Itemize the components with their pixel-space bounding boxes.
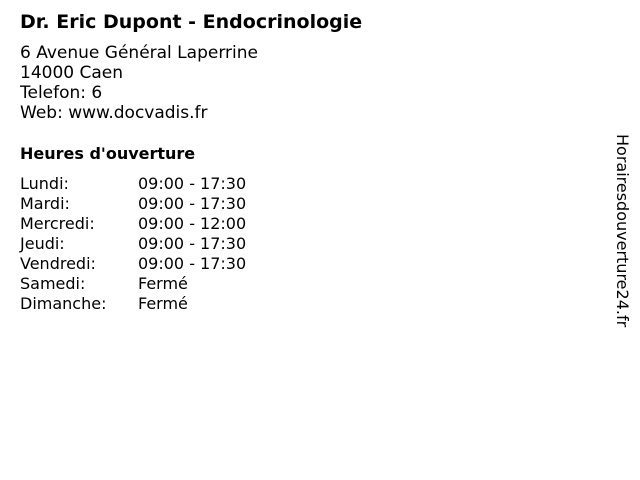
hours-time: 09:00 - 17:30 <box>138 174 247 193</box>
hours-day: Dimanche: <box>20 294 107 313</box>
opening-hours-table <box>20 174 246 314</box>
hours-day: Mercredi: <box>20 214 95 233</box>
website-text: Web: www.docvadis.fr <box>20 103 208 123</box>
hours-row-tuesday <box>20 194 246 214</box>
hours-time: 09:00 - 17:30 <box>138 194 247 213</box>
hours-row-monday <box>20 174 246 194</box>
hours-time: Fermé <box>138 294 188 313</box>
phone-text: Telefon: 6 <box>20 83 103 103</box>
hours-time: 09:00 - 17:30 <box>138 234 247 253</box>
hours-row-thursday <box>20 234 246 254</box>
business-title: Dr. Eric Dupont - Endocrinologie <box>20 11 363 33</box>
hours-day: Lundi: <box>20 174 69 193</box>
hours-row-saturday <box>20 274 246 294</box>
hours-time: 09:00 - 17:30 <box>138 254 247 273</box>
hours-time: Fermé <box>138 274 188 293</box>
business-contact-block <box>20 43 258 123</box>
opening-hours-heading: Heures d'ouverture <box>20 144 196 163</box>
site-watermark: Horairesdouverture24.fr <box>613 134 632 328</box>
hours-row-friday <box>20 254 246 274</box>
address-street: 6 Avenue Général Laperrine <box>20 43 258 63</box>
hours-time: 09:00 - 12:00 <box>138 214 247 233</box>
address-city: 14000 Caen <box>20 63 124 83</box>
hours-day: Samedi: <box>20 274 86 293</box>
hours-day: Mardi: <box>20 194 70 213</box>
hours-day: Jeudi: <box>20 234 65 253</box>
hours-row-sunday <box>20 294 246 314</box>
hours-day: Vendredi: <box>20 254 96 273</box>
hours-row-wednesday <box>20 214 246 234</box>
